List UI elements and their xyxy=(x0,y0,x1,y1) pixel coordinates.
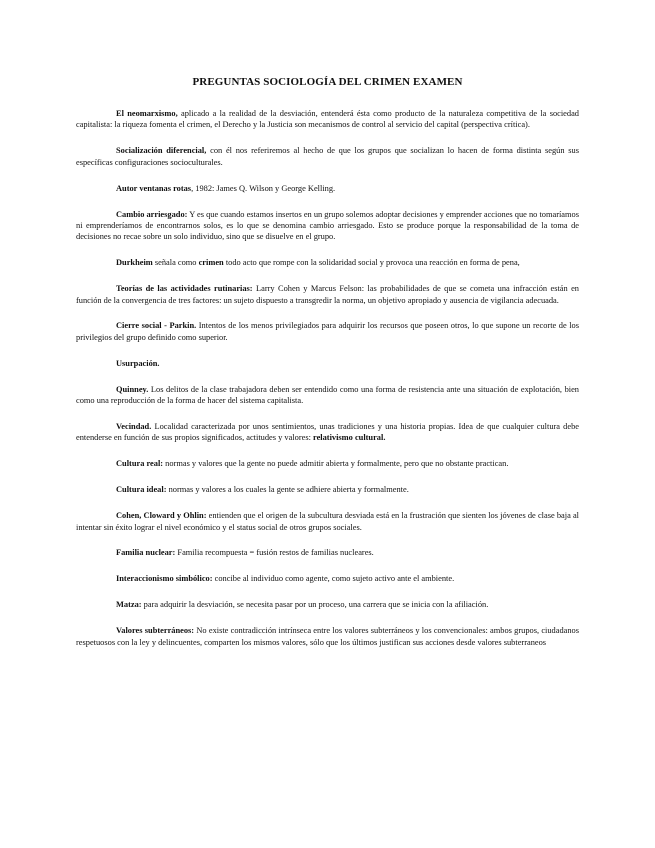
paragraph-valores-subterraneos xyxy=(76,625,579,648)
paragraph-durkheim xyxy=(76,257,579,268)
term: Quinney. xyxy=(116,384,149,394)
definition: normas y valores a los cuales la gente se adhiere abierta y formalmente. xyxy=(166,485,409,495)
term: Durkheim xyxy=(116,258,153,268)
term: Cultura real: xyxy=(116,459,164,469)
definition: Intentos de los menos privilegiados para adquirir los recursos que poseen otros, lo que supone un recorte de los privilegios del grupo definido como superior. xyxy=(76,321,579,342)
term: Valores subterráneos: xyxy=(116,626,195,636)
paragraph-cambio-arriesgado xyxy=(76,209,579,243)
term: Familia nuclear: xyxy=(116,548,176,558)
paragraph-familia-nuclear xyxy=(76,547,579,558)
paragraph-neomarxismo xyxy=(76,108,579,131)
paragraph-interaccionismo xyxy=(76,573,579,584)
term: crimen xyxy=(198,258,224,268)
term: Cohen, Cloward y Ohlin: xyxy=(116,511,207,521)
term: Cierre social - Parkin. xyxy=(116,321,197,331)
definition: todo acto que rompe con la solidaridad social y provoca una reacción en forma de pena, xyxy=(223,258,520,268)
definition: Localidad caracterizada por unos sentimientos, unas tradiciones y una historia propias. Idea de que cualquier cultura debe entenderse en función de sus propios significados, actitudes y valores: xyxy=(76,422,579,443)
definition: señala como xyxy=(152,258,199,268)
definition: Larry Cohen y Marcus Felson: las probabilidades de que se cometa una infracción están en función de la convergencia de tres factores: un sujeto dispuesto a transgredir la norma, un objetivo apropiado y ausencia de vigilancia adecuada. xyxy=(76,284,579,305)
paragraph-vecindad xyxy=(76,421,579,444)
term: Autor ventanas rotas xyxy=(116,183,192,193)
term: Usurpación. xyxy=(116,358,160,368)
paragraph-socializacion xyxy=(76,145,579,168)
page-title: PREGUNTAS SOCIOLOGÍA DEL CRIMEN EXAMEN xyxy=(192,76,463,88)
paragraph-quinney xyxy=(76,384,579,407)
definition: Y es que cuando estamos insertos en un grupo solemos adoptar decisiones y emprender acciones que no tomaríamos ni emprenderíamos de encontrarnos solos, es lo que se denomina cambio arriesgado. Esto se produce porque la responsabilidad de la toma de decisiones no recae sobre un solo individuo, sino que se disuelve en el grupo. xyxy=(76,209,579,242)
paragraph-matza xyxy=(76,599,579,610)
paragraph-cohen-cloward-ohlin xyxy=(76,510,579,533)
term: relativismo cultural. xyxy=(313,433,386,443)
definition: con él nos referiremos al hecho de que los grupos que socializan lo hacen de forma distinta según sus específicas configuraciones socioculturales. xyxy=(76,146,579,167)
definition: concibe al individuo como agente, como sujeto activo ante el ambiente. xyxy=(212,574,455,584)
term: El neomarxismo, xyxy=(116,109,178,118)
term: Matza: xyxy=(116,600,142,610)
paragraph-cultura-real xyxy=(76,458,579,469)
term: Cambio arriesgado: xyxy=(116,209,188,219)
term: Vecindad. xyxy=(116,422,152,431)
paragraph-ventanas-rotas xyxy=(76,183,579,194)
paragraph-cultura-ideal xyxy=(76,484,579,495)
definition: No existe contradicción intrínseca entre los valores subterráneos y los convencionales: ambos grupos, ciudadanos respetuosos con la ley y delincuentes, comparten los mismos valores, sólo que los últimos justifican sus acciones desde valores subterraneos xyxy=(76,626,579,647)
definition: normas y valores que la gente no puede admitir abierta y formalmente, pero que no obstante practican. xyxy=(163,459,509,469)
paragraph-actividades-rutinarias xyxy=(76,283,579,306)
definition: aplicado a la realidad de la desviación, entenderá ésta como producto de la naturaleza competitiva de la sociedad capitalista: la riqueza fomenta el crimen, el Derecho y la Justicia son mecanismos de control al servicio del capital (perspectiva crítica). xyxy=(76,109,579,130)
paragraph-usurpacion xyxy=(76,358,579,369)
term: Teorías de las actividades rutinarias: xyxy=(116,284,253,294)
definition: Los delitos de la clase trabajadora deben ser entendido como una forma de resistencia ante una situación de explotación, bien como una reproducción de la forma de hacer del sistema capitalista. xyxy=(76,384,579,406)
definition: entienden que el origen de la subcultura desviada está en la frustración que sienten los jóvenes de clase baja al intentar sin éxito lograr el nivel económico y el status social de otros grupos sociales. xyxy=(76,511,579,532)
term: Socialización diferencial, xyxy=(116,146,207,156)
paragraph-cierre-social xyxy=(76,320,579,343)
term: Interaccionismo simbólico: xyxy=(116,574,213,584)
term: Cultura ideal: xyxy=(116,485,167,495)
definition: Familia recompuesta = fusión restos de familias nucleares. xyxy=(175,548,374,558)
definition: , 1982: James Q. Wilson y George Kelling. xyxy=(191,183,336,193)
definition: para adquirir la desviación, se necesita pasar por un proceso, una carrera que se inicia con la afiliación. xyxy=(141,600,489,610)
